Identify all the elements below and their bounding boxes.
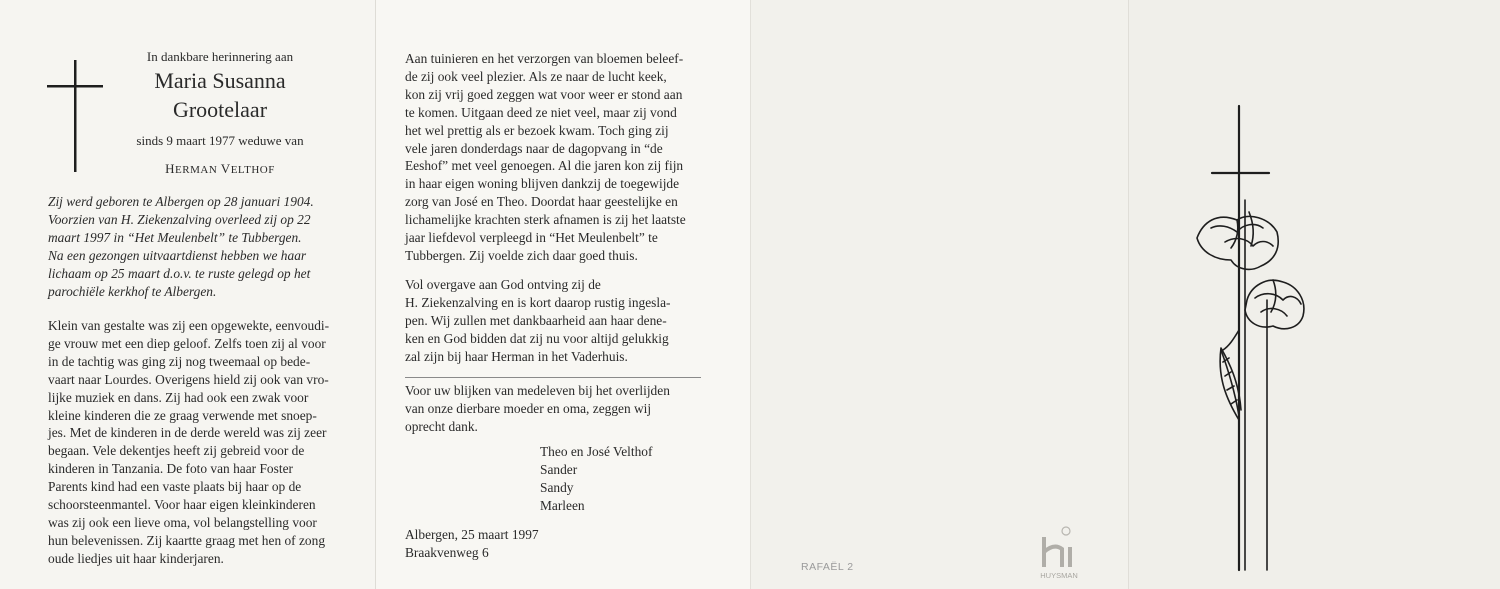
- faith-line: ken en God bidden dat zij nu voor altijd gelukkig: [405, 330, 669, 346]
- cross-icon: [47, 60, 103, 172]
- bio-line: Na een gezongen uitvaartdienst hebben we haar: [48, 247, 307, 263]
- card-cover-panel: [1128, 0, 1500, 589]
- name-line-2: Grootelaar: [172, 97, 268, 122]
- place-date: Albergen, 25 maart 1997: [405, 527, 539, 542]
- thanks-line: oprecht dank.: [405, 418, 478, 434]
- thanks-line: van onze dierbare moeder en oma, zeggen wij: [405, 400, 652, 416]
- bio-line: parochiële kerkhof te Albergen.: [48, 283, 217, 299]
- address: Braakvenweg 6: [405, 545, 489, 560]
- garden-line: de zij ook veel plezier. Als ze naar de lucht keek,: [405, 68, 667, 84]
- card-inside-panel: [376, 0, 750, 589]
- faith-line: zal zijn bij haar Herman in het Vaderhuis.: [405, 348, 628, 364]
- garden-line: Aan tuinieren en het verzorgen van bloemen beleef-: [405, 51, 684, 66]
- life-line: vaart naar Lourdes. Overigens hield zij ook van vro-: [48, 371, 329, 387]
- card-back-panel: [750, 0, 1128, 589]
- garden-line: zorg van José en Theo. Doordat haar geestelijke en: [405, 194, 678, 210]
- print-code: RAFAËL 2: [801, 561, 854, 573]
- garden-line: te komen. Uitgaan deed ze niet veel, maar zij vond: [405, 104, 677, 120]
- garden-line: Eeshof” met veel genoegen. Al die jaren kon zij fijn: [405, 158, 684, 174]
- svg-text:HUYSMAN: HUYSMAN: [1040, 571, 1078, 580]
- life-line: was zij ook een lieve oma, vol belangstelling voor: [48, 514, 317, 530]
- life-line: oude liedjes uit haar kinderjaren.: [48, 550, 224, 566]
- place-and-address: [405, 526, 539, 562]
- garden-line: het wel prettig als er bezoek kwam. Toch ging zij: [405, 122, 669, 138]
- life-line: kinderen in Tanzania. De foto van haar Foster: [48, 461, 293, 477]
- life-line: schoorsteenmantel. Voor haar eigen kleinkinderen: [48, 497, 316, 513]
- life-line: Klein van gestalte was zij een opgewekte, eenvoudi-: [48, 318, 330, 333]
- life-line: begaan. Vele dekentjes heeft zij gebreid voor de: [48, 443, 305, 459]
- bio-line: maart 1997 in “Het Meulenbelt” te Tubbergen.: [48, 229, 302, 245]
- bio-paragraph: [48, 193, 342, 300]
- garden-line: in haar eigen woning blijven dankzij de toegewijde: [405, 176, 680, 192]
- signer-name: Marleen: [540, 497, 585, 513]
- signer-name: Sandy: [540, 479, 574, 495]
- divider: [405, 377, 701, 378]
- widow-since-text: sinds 9 maart 1977 weduwe van: [136, 133, 304, 148]
- life-line: lijke muziek en dans. Zij had ook een zwak voor: [48, 389, 309, 405]
- garden-line: lichamelijke krachten sterk afnamen is zij het laatste: [405, 212, 686, 228]
- faith-paragraph: [405, 276, 700, 366]
- card-front-panel: [0, 0, 376, 589]
- signer-name: Sander: [540, 461, 578, 477]
- faith-line: H. Ziekenzalving en is kort daarop rustig ingesla-: [405, 294, 671, 310]
- bio-line: Zij werd geboren te Albergen op 28 januari 1904.: [48, 194, 314, 209]
- garden-line: vele jaren donderdags naar de dagopvang in “de: [405, 140, 663, 156]
- cross-with-roses-icon: [1189, 100, 1409, 580]
- bio-line: Voorzien van H. Ziekenzalving overleed zij op 22: [48, 211, 311, 227]
- garden-line: jaar liefdevol verpleegd in “Het Meulenbelt” te: [405, 230, 658, 246]
- name-line-1: Maria Susanna: [154, 68, 286, 93]
- life-line: in de tachtig was ging zij nog tweemaal op bede-: [48, 353, 311, 369]
- bio-line: lichaam op 25 maart d.o.v. te ruste gelegd op het: [48, 265, 311, 281]
- faith-line: pen. Wij zullen met dankbaarheid aan haar dene-: [405, 312, 667, 328]
- life-line: hun belevenissen. Zij kaartte graag met hen of zong: [48, 532, 326, 548]
- life-line: jes. Met de kinderen in de derde wereld was zij zeer: [48, 425, 327, 441]
- intro-text: In dankbare herinnering aan: [146, 49, 294, 64]
- husband-name: HERMAN VELTHOF: [165, 161, 275, 176]
- signer-name: Theo en José Velthof: [540, 444, 653, 459]
- signers-list: [540, 443, 652, 515]
- garden-line: kon zij vrij goed zeggen wat voor weer er stond aan: [405, 86, 683, 102]
- life-line: kleine kinderen die ze graag verwende met snoep-: [48, 407, 317, 423]
- huysman-logo-icon: [1036, 525, 1082, 581]
- faith-line: Vol overgave aan God ontving zij de: [405, 277, 601, 292]
- life-paragraph: [48, 317, 342, 568]
- deceased-name: [120, 66, 320, 124]
- life-line: ge vrouw met een diep geloof. Zelfs toen zij al voor: [48, 335, 326, 351]
- garden-paragraph: [405, 50, 700, 265]
- thanks-line: Voor uw blijken van medeleven bij het overlijden: [405, 383, 670, 398]
- thanks-paragraph: [405, 382, 700, 436]
- garden-line: Tubbergen. Zij voelde zich daar goed thuis.: [405, 247, 638, 263]
- life-line: Parents kind had een vaste plaats bij haar op de: [48, 479, 302, 495]
